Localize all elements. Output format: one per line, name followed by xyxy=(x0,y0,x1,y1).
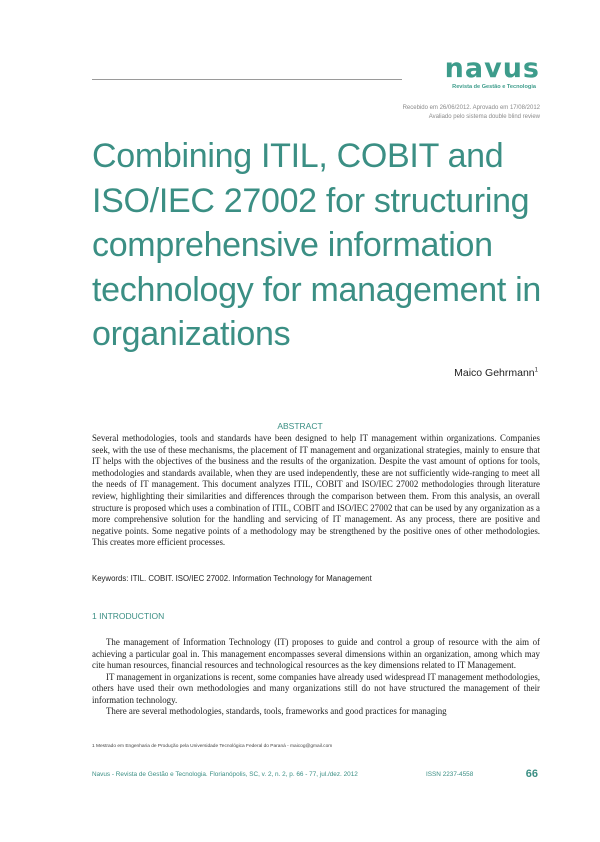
author xyxy=(454,367,538,379)
journal-logo xyxy=(404,55,540,90)
logo-wordmark: navus xyxy=(444,53,540,84)
paragraph: IT management in organizations is recent, some companies have already used widespread IT management methodologies, others have used their own methodologies and many organizations still do not have structured the management of their information technology. xyxy=(92,671,540,705)
abstract-text: Several methodologies, tools and standards have been designed to help IT management within organizations. Companies seek, with the use of these mechanisms, the placement of IT management and organizational strategies, mainly to ensure that IT helps with the objectives of the business and the results of the organization. Despite the vast amount of options for tools, methodologies and standards available, when they are used independently, these are not sufficiently wide-ranging to meet all the needs of IT management. This document analyzes ITIL, COBIT and ISO/IEC 27002 methodologies through literature review, highlighting their similarities and differences through the comparison between them. From this analysis, an overall structure is proposed which uses a combination of ITIL, COBIT and ISO/IEC 27002 that can be used by any organization as a more comprehensive solution for the handling and servicing of IT management. As any process, there are positive and negative points. Some negative points of a methodology may be strengthened by the positive ones of other methodologies. This creates more efficient processes. xyxy=(92,433,540,548)
paragraph: There are several methodologies, standards, tools, frameworks and good practices for managing xyxy=(106,706,447,716)
introduction-body xyxy=(92,637,540,718)
page-footer xyxy=(92,769,540,783)
author-name: Maico Gehrmann xyxy=(454,367,535,379)
submission-dates xyxy=(403,104,540,122)
paragraph: The management of Information Technology (IT) proposes to guide and control a group of resource with the aim of achieving a particular goal in. This management encompasses several dimensions within an organization, among which may cite human resources, financial resources and technological resources as the key dimensions related to IT Management. xyxy=(92,637,540,670)
received-approved-line: Recebido em 26/06/2012. Aprovado em 17/08/2012 xyxy=(402,105,540,111)
footnote: 1 Mestrado em Engenharia de Produção pela Universidade Tecnológica Federal do Paraná - maicog@gmail.com xyxy=(92,744,333,749)
review-system-line: Avaliado pelo sistema double blind review xyxy=(428,114,540,120)
footer-issn: ISSN 2237-4558 xyxy=(426,771,474,778)
header-rule xyxy=(92,79,402,80)
page-number: 66 xyxy=(525,768,538,780)
section-heading-introduction: 1 INTRODUCTION xyxy=(92,611,165,621)
footer-citation: Navus - Revista de Gestão e Tecnologia. Florianópolis, SC, v. 2, n. 2, p. 66 - 77, jul./dez. 2012 xyxy=(92,771,358,778)
abstract-heading: ABSTRACT xyxy=(277,421,323,431)
keywords: Keywords: ITIL. COBIT. ISO/IEC 27002. Information Technology for Management xyxy=(92,574,372,583)
logo-tagline: Revista de Gestão e Tecnologia xyxy=(452,84,536,90)
article-title: Combining ITIL, COBIT and ISO/IEC 27002 for structuring comprehensive information technology for management in organizations xyxy=(92,137,541,353)
author-footnote-mark: 1 xyxy=(534,367,538,374)
